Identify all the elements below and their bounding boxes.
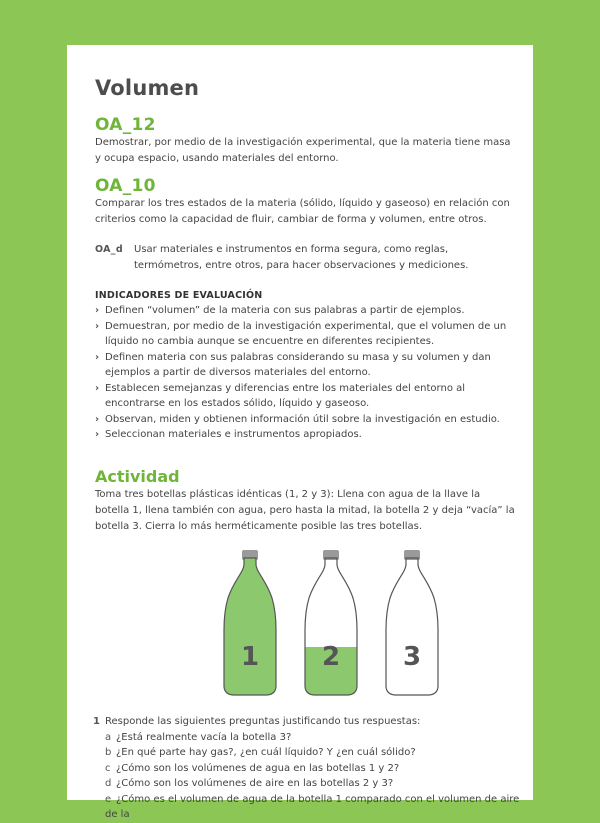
- question-letter: c: [105, 762, 111, 774]
- indicator-item: [95, 427, 517, 443]
- indicator-item: [95, 303, 517, 319]
- question-text: ¿Está realmente vacía la botella 3?: [116, 731, 292, 743]
- question-letter: b: [105, 747, 112, 758]
- bottle-number: 3: [402, 642, 422, 672]
- objective-text-oa10: Comparar los tres estados de la materia (sólido, líquido y gaseoso) en relación con criterios como la capacidad de fluir, cambiar de forma y volumen, entre otros.: [95, 198, 510, 225]
- questions-list: [95, 714, 525, 823]
- page-title: Volumen: [95, 76, 200, 100]
- objective-text-oa12: Demostrar, por medio de la investigación experimental, que la materia tiene masa y ocupa espacio, usando materiales del entorno.: [95, 137, 511, 164]
- objective-code-oa12: OA_12: [95, 115, 156, 135]
- bottle-2: [305, 550, 357, 695]
- bottle-water: [224, 550, 276, 695]
- objective-code-oad: OA_d: [95, 244, 123, 255]
- indicator-item: [95, 350, 517, 381]
- question-item: [95, 776, 525, 792]
- indicators-list: [95, 303, 517, 443]
- activity-title: Actividad: [95, 467, 180, 486]
- chevron-right-icon: ›: [95, 413, 100, 425]
- chevron-right-icon: ›: [95, 351, 100, 363]
- question-text: ¿En qué parte hay gas?, ¿en cuál líquido? Y ¿en cuál sólido?: [116, 747, 416, 758]
- bottle-3: [386, 550, 438, 695]
- chevron-right-icon: ›: [95, 305, 100, 316]
- question-letter: e: [105, 793, 112, 805]
- indicator-text: Demuestran, por medio de la investigación experimental, que el volumen de un líquido no cambia aunque se encuentre en diferentes recipientes.: [105, 320, 507, 347]
- bottle-1: [224, 550, 276, 695]
- bottle-number: 1: [240, 642, 260, 672]
- chevron-right-icon: ›: [95, 320, 100, 332]
- question-intro: [95, 714, 525, 730]
- question-number: 1: [93, 716, 100, 727]
- question-item: [95, 792, 525, 823]
- question-letter: d: [105, 778, 112, 789]
- question-letter: a: [105, 731, 112, 743]
- bottle-outline: [386, 558, 438, 695]
- question-text: ¿Cómo son los volúmenes de aire en las botellas 2 y 3?: [116, 778, 394, 789]
- worksheet-page: [67, 45, 533, 820]
- indicator-item: [95, 319, 517, 350]
- objective-code-oa10: OA_10: [95, 176, 156, 196]
- chevron-right-icon: ›: [95, 382, 100, 394]
- bottles-illustration: [200, 550, 460, 700]
- indicator-item: [95, 412, 517, 428]
- question-text: ¿Cómo son los volúmenes de agua en las botellas 1 y 2?: [116, 762, 400, 774]
- question-item: [95, 730, 525, 746]
- indicators-heading: INDICADORES DE EVALUACIÓN: [95, 290, 263, 301]
- question-item: [95, 745, 525, 761]
- objective-text-oad: Usar materiales e instrumentos en forma segura, como reglas, termómetros, entre otros, para hacer observaciones y mediciones.: [134, 244, 469, 271]
- question-text: ¿Cómo es el volumen de agua de la botella 1 comparado con el volumen de aire de la: [105, 793, 520, 820]
- indicator-text: Definen materia con sus palabras considerando su masa y su volumen y dan ejemplos a partir de diversos materiales del entorno.: [105, 351, 491, 378]
- indicator-item: [95, 381, 517, 412]
- question-intro-text: Responde las siguientes preguntas justificando tus respuestas:: [105, 716, 421, 727]
- question-item: [95, 761, 525, 777]
- indicator-text: Definen “volumen” de la materia con sus palabras a partir de ejemplos.: [105, 305, 465, 316]
- indicator-text: Observan, miden y obtienen información útil sobre la investigación en estudio.: [105, 413, 500, 425]
- indicator-text: Establecen semejanzas y diferencias entre los materiales del entorno al encontrarse en los estados sólido, líquido y gaseoso.: [105, 382, 466, 409]
- chevron-right-icon: ›: [95, 429, 100, 440]
- activity-text: Toma tres botellas plásticas idénticas (1, 2 y 3): Llena con agua de la llave la botella 1, llena también con agua, pero hasta la mitad, la botella 2 y deja “vacía” la botella 3. Cierra lo más herméticamente posible las tres botellas.: [95, 489, 515, 532]
- indicator-text: Seleccionan materiales e instrumentos apropiados.: [105, 429, 362, 440]
- bottle-number: 2: [321, 642, 341, 672]
